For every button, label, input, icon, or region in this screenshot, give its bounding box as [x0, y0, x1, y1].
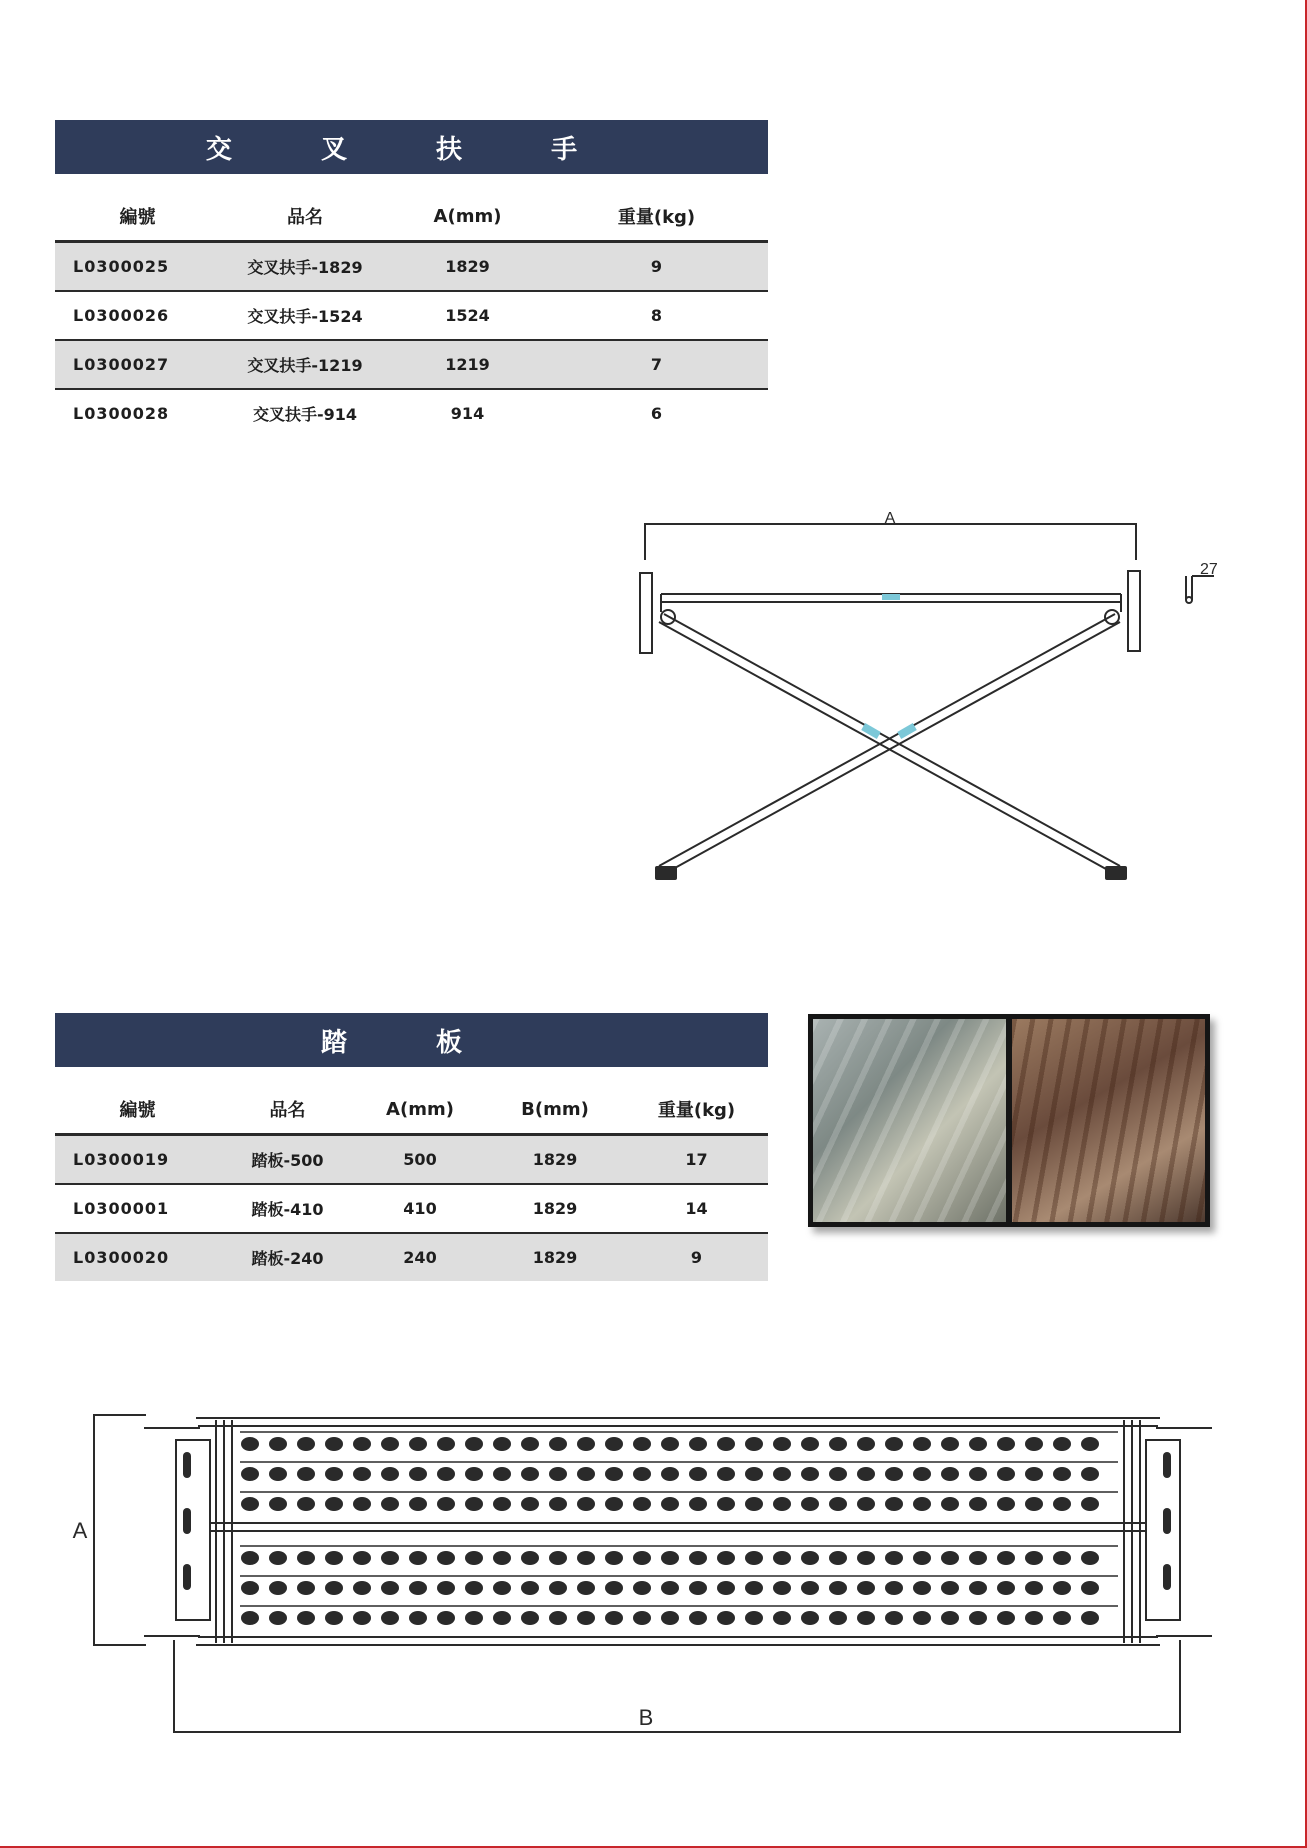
perforation-hole [1081, 1437, 1099, 1451]
perforation-hole [549, 1497, 567, 1511]
perforation-hole [857, 1497, 875, 1511]
perforation-hole [857, 1467, 875, 1481]
col-header-a: A(mm) [390, 192, 545, 242]
perforation-hole [885, 1611, 903, 1625]
perforation-hole [773, 1467, 791, 1481]
perforation-hole [269, 1497, 287, 1511]
cell-a: 500 [355, 1135, 485, 1185]
perforation-hole [1025, 1611, 1043, 1625]
perforation-hole [969, 1497, 987, 1511]
perforation-hole [577, 1551, 595, 1565]
perforation-hole [269, 1551, 287, 1565]
perforation-hole [997, 1467, 1015, 1481]
perforation-hole [493, 1611, 511, 1625]
perforation-hole [689, 1497, 707, 1511]
perforation-hole [381, 1611, 399, 1625]
perforation-hole [969, 1581, 987, 1595]
col-header-weight: 重量(kg) [545, 192, 768, 242]
perforation-hole [717, 1581, 735, 1595]
perforation-hole [941, 1467, 959, 1481]
perforation-hole [689, 1467, 707, 1481]
perforation-hole [717, 1497, 735, 1511]
perforation-hole [297, 1581, 315, 1595]
perforation-hole [1081, 1497, 1099, 1511]
perforation-hole [577, 1497, 595, 1511]
cell-a: 914 [450, 404, 485, 423]
perforation-hole [1053, 1611, 1071, 1625]
perforation-hole [1053, 1551, 1071, 1565]
perforation-hole [913, 1437, 931, 1451]
perforation-hole [493, 1437, 511, 1451]
perforation-hole [1025, 1551, 1043, 1565]
perforation-hole [437, 1437, 455, 1451]
dimension-line-b [174, 1640, 1180, 1732]
perforation-hole [297, 1467, 315, 1481]
perforation-hole [521, 1551, 539, 1565]
perforation-hole [521, 1497, 539, 1511]
end-slot [1163, 1508, 1171, 1534]
perforation-hole [353, 1497, 371, 1511]
perforation-hole [353, 1437, 371, 1451]
perforation-hole [241, 1437, 259, 1451]
perforation-hole [857, 1581, 875, 1595]
perforation-hole [297, 1611, 315, 1625]
perforation-hole [633, 1581, 651, 1595]
perforation-hole [1025, 1581, 1043, 1595]
cell-code: L0300027 [55, 340, 220, 389]
cell-a: 240 [355, 1233, 485, 1281]
cell-weight: 14 [625, 1184, 768, 1233]
perforation-hole [745, 1581, 763, 1595]
perforation-hole [381, 1467, 399, 1481]
perforation-hole [605, 1581, 623, 1595]
perforation-hole [577, 1437, 595, 1451]
cell-a: 1524 [390, 291, 545, 340]
perforation-hole [269, 1437, 287, 1451]
perforation-hole [661, 1497, 679, 1511]
perforation-hole [521, 1467, 539, 1481]
perforation-hole [913, 1611, 931, 1625]
perforation-hole [465, 1497, 483, 1511]
perforation-hole [465, 1611, 483, 1625]
perforation-hole [605, 1611, 623, 1625]
perforation-hole [493, 1581, 511, 1595]
perforation-hole [241, 1611, 259, 1625]
perforation-hole [913, 1497, 931, 1511]
perforation-hole [745, 1437, 763, 1451]
dimension-a-label: A [72, 1518, 88, 1543]
cell-name: 交叉扶手-1219 [220, 340, 390, 389]
perforation-hole [829, 1497, 847, 1511]
perforation-hole [773, 1581, 791, 1595]
perforation-hole [325, 1611, 343, 1625]
perforation-hole [325, 1581, 343, 1595]
perforation-hole [1081, 1581, 1099, 1595]
perforation-hole [605, 1467, 623, 1481]
perforation-hole [941, 1551, 959, 1565]
perforation-hole [885, 1467, 903, 1481]
perforation-hole [633, 1611, 651, 1625]
perforation-hole [269, 1467, 287, 1481]
perforation-hole [465, 1467, 483, 1481]
perforation-hole [941, 1437, 959, 1451]
perforation-hole [605, 1497, 623, 1511]
perforation-hole [409, 1611, 427, 1625]
perforation-hole [549, 1551, 567, 1565]
perforation-hole [1053, 1497, 1071, 1511]
perforation-hole [997, 1581, 1015, 1595]
perforation-hole [493, 1551, 511, 1565]
perforation-hole [577, 1611, 595, 1625]
perforation-hole [829, 1611, 847, 1625]
perforation-hole [1025, 1467, 1043, 1481]
perforation-hole [297, 1497, 315, 1511]
perforation-hole [241, 1467, 259, 1481]
perforation-hole [605, 1437, 623, 1451]
perforation-hole [745, 1551, 763, 1565]
perforation-hole [605, 1551, 623, 1565]
cell-code: L0300028 [73, 404, 170, 423]
perforation-hole [353, 1581, 371, 1595]
perforation-hole [353, 1551, 371, 1565]
perforation-hole [829, 1581, 847, 1595]
perforation-hole [801, 1467, 819, 1481]
perforation-hole [997, 1611, 1015, 1625]
perforation-hole [297, 1437, 315, 1451]
perforation-hole [1081, 1467, 1099, 1481]
perforation-hole [241, 1497, 259, 1511]
perforation-hole [437, 1551, 455, 1565]
perforation-hole [353, 1467, 371, 1481]
cross-brace-title: 交 叉 扶 手 [55, 120, 768, 174]
perforation-hole [913, 1581, 931, 1595]
side-dimension-label: 27 [1200, 561, 1218, 578]
perforation-hole [773, 1611, 791, 1625]
perforation-hole [1053, 1581, 1071, 1595]
perforation-hole [465, 1437, 483, 1451]
cell-name: 踏板-410 [220, 1184, 355, 1233]
cell-b: 1829 [485, 1135, 625, 1185]
perforation-hole [689, 1437, 707, 1451]
perforation-hole [969, 1437, 987, 1451]
perforation-hole [885, 1437, 903, 1451]
perforation-hole [521, 1611, 539, 1625]
perforation-hole [409, 1551, 427, 1565]
cell-name: 踏板-500 [220, 1135, 355, 1185]
cell-weight: 9 [625, 1233, 768, 1281]
perforation-hole [549, 1467, 567, 1481]
cell-a: 1219 [390, 340, 545, 389]
perforation-hole [633, 1437, 651, 1451]
perforation-hole [773, 1437, 791, 1451]
perforation-hole [745, 1497, 763, 1511]
perforation-hole [913, 1467, 931, 1481]
perforation-hole [913, 1551, 931, 1565]
col-header-code: 編號 [55, 192, 220, 242]
cell-code: L0300001 [55, 1184, 220, 1233]
perforation-hole [941, 1497, 959, 1511]
perforation-hole [801, 1437, 819, 1451]
col-header-weight: 重量(kg) [625, 1085, 768, 1135]
left-end-plate [176, 1440, 210, 1620]
perforation-hole [381, 1497, 399, 1511]
cell-code: L0300025 [55, 242, 220, 292]
perforation-hole [409, 1581, 427, 1595]
perforation-hole [577, 1467, 595, 1481]
perforation-hole [661, 1611, 679, 1625]
cell-weight: 8 [545, 291, 768, 340]
perforation-hole [381, 1551, 399, 1565]
perforation-hole [493, 1497, 511, 1511]
perforation-hole [857, 1611, 875, 1625]
perforation-hole [325, 1551, 343, 1565]
perforation-hole [1081, 1551, 1099, 1565]
end-slot [183, 1564, 191, 1590]
perforation-hole [661, 1551, 679, 1565]
perforation-hole [717, 1611, 735, 1625]
cell-weight: 7 [545, 340, 768, 389]
dimension-line-a [94, 1415, 146, 1645]
end-slot [1163, 1564, 1171, 1590]
cell-name: 交叉扶手-914 [252, 405, 358, 424]
perforation-hole [969, 1611, 987, 1625]
perforation-hole [269, 1611, 287, 1625]
perforation-hole [661, 1467, 679, 1481]
perforation-hole [437, 1581, 455, 1595]
perforation-hole [409, 1467, 427, 1481]
cell-code: L0300019 [55, 1135, 220, 1185]
col-header-a: A(mm) [355, 1085, 485, 1135]
perforation-hole [325, 1497, 343, 1511]
plank-title: 踏 板 [55, 1013, 768, 1067]
perforation-hole [997, 1497, 1015, 1511]
perforation-hole [661, 1437, 679, 1451]
col-header-name: 品名 [220, 192, 390, 242]
cell-name: 踏板-240 [220, 1233, 355, 1281]
perforation-hole [381, 1581, 399, 1595]
cell-weight: 6 [650, 404, 663, 423]
perforation-hole [829, 1467, 847, 1481]
perforation-hole [689, 1611, 707, 1625]
perforation-hole [353, 1611, 371, 1625]
perforation-hole [801, 1581, 819, 1595]
perforation-hole [241, 1581, 259, 1595]
perforation-hole [773, 1551, 791, 1565]
cell-name: 交叉扶手-1829 [220, 242, 390, 292]
perforation-hole [269, 1581, 287, 1595]
perforation-hole [521, 1581, 539, 1595]
perforation-hole [521, 1437, 539, 1451]
perforation-hole [633, 1467, 651, 1481]
perforation-rows [240, 1432, 1118, 1625]
perforation-hole [1025, 1437, 1043, 1451]
cell-code: L0300026 [55, 291, 220, 340]
end-slot [1163, 1452, 1171, 1478]
cell-a: 410 [355, 1184, 485, 1233]
perforation-hole [1025, 1497, 1043, 1511]
cell-b: 1829 [485, 1184, 625, 1233]
perforation-hole [997, 1551, 1015, 1565]
perforation-hole [885, 1497, 903, 1511]
perforation-hole [493, 1467, 511, 1481]
perforation-hole [633, 1497, 651, 1511]
perforation-hole [717, 1437, 735, 1451]
col-header-code: 編號 [55, 1085, 220, 1135]
perforation-hole [1081, 1611, 1099, 1625]
perforation-hole [325, 1437, 343, 1451]
cell-weight: 17 [625, 1135, 768, 1185]
perforation-hole [997, 1437, 1015, 1451]
dimension-a-label: A [884, 510, 896, 527]
perforation-hole [829, 1551, 847, 1565]
cell-b: 1829 [485, 1233, 625, 1281]
perforation-hole [941, 1581, 959, 1595]
perforation-hole [437, 1467, 455, 1481]
perforation-hole [633, 1551, 651, 1565]
perforation-hole [857, 1551, 875, 1565]
cell-a: 1829 [390, 242, 545, 292]
perforation-hole [437, 1497, 455, 1511]
perforation-hole [437, 1611, 455, 1625]
perforation-hole [661, 1581, 679, 1595]
perforation-hole [689, 1581, 707, 1595]
perforation-hole [689, 1551, 707, 1565]
perforation-hole [549, 1581, 567, 1595]
perforation-hole [745, 1611, 763, 1625]
end-slot [183, 1452, 191, 1478]
perforation-hole [241, 1551, 259, 1565]
perforation-hole [325, 1467, 343, 1481]
cell-code: L0300020 [55, 1233, 220, 1281]
cell-name: 交叉扶手-1524 [220, 291, 390, 340]
col-header-name: 品名 [220, 1085, 355, 1135]
perforation-hole [801, 1497, 819, 1511]
perforation-hole [857, 1437, 875, 1451]
col-header-b: B(mm) [485, 1085, 625, 1135]
perforation-hole [941, 1611, 959, 1625]
perforation-hole [829, 1437, 847, 1451]
perforation-hole [409, 1437, 427, 1451]
perforation-hole [1053, 1437, 1071, 1451]
perforation-hole [381, 1437, 399, 1451]
perforation-hole [409, 1497, 427, 1511]
perforation-hole [801, 1551, 819, 1565]
cell-weight: 9 [545, 242, 768, 292]
perforation-hole [717, 1467, 735, 1481]
perforation-hole [773, 1497, 791, 1511]
perforation-hole [885, 1581, 903, 1595]
perforation-hole [717, 1551, 735, 1565]
perforation-hole [465, 1581, 483, 1595]
perforation-hole [465, 1551, 483, 1565]
center-divider [210, 1523, 1146, 1531]
perforation-hole [297, 1551, 315, 1565]
perforation-hole [1053, 1467, 1071, 1481]
perforation-hole [549, 1611, 567, 1625]
dimension-b-label: B [638, 1705, 654, 1730]
perforation-hole [577, 1581, 595, 1595]
perforation-hole [969, 1467, 987, 1481]
end-slot [183, 1508, 191, 1534]
perforation-hole [745, 1467, 763, 1481]
perforation-hole [801, 1611, 819, 1625]
perforation-hole [549, 1437, 567, 1451]
perforation-hole [885, 1551, 903, 1565]
perforation-hole [969, 1551, 987, 1565]
